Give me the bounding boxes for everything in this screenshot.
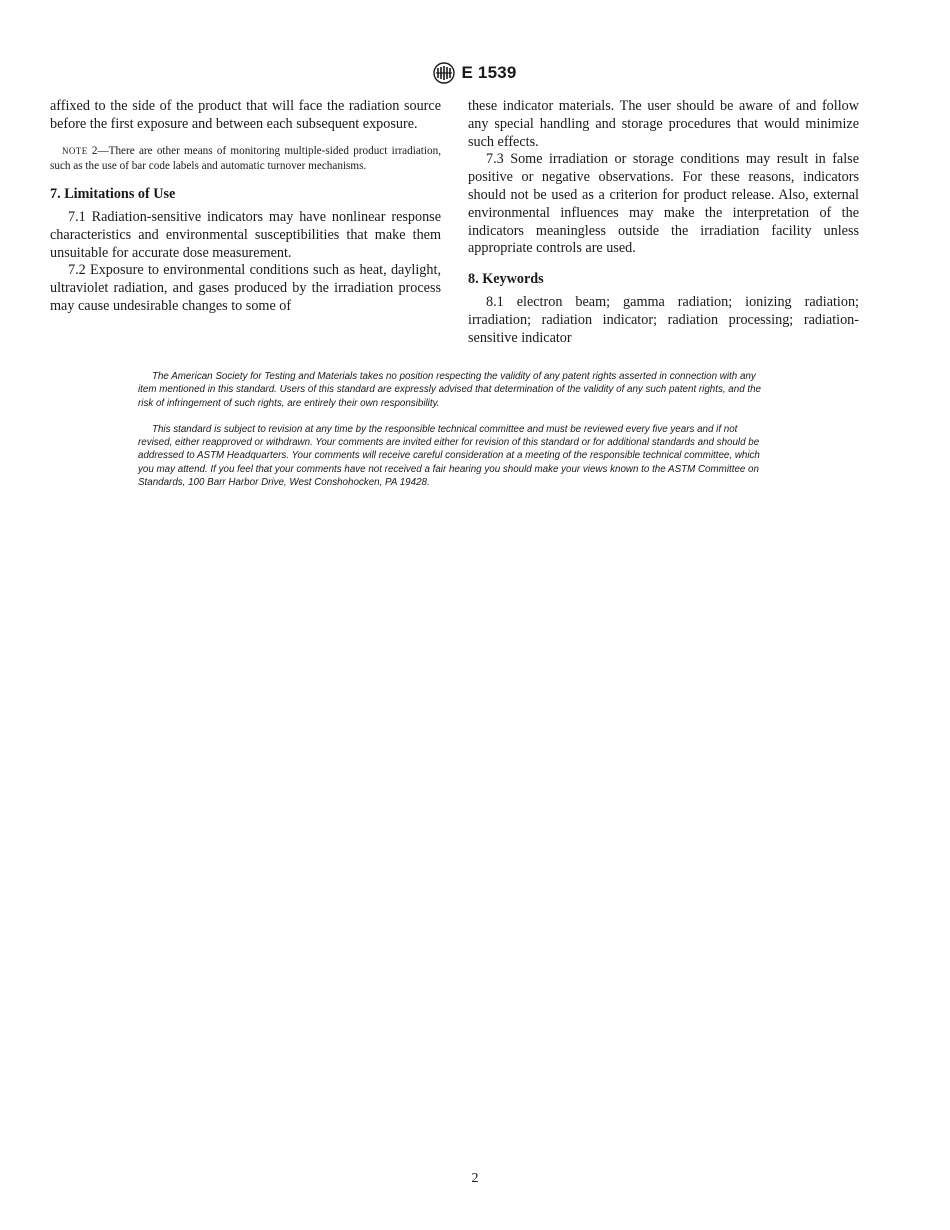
patent-disclaimer: The American Society for Testing and Materials takes no position respecting the validity of any patent rights asserted in connection with any item mentioned in this standard. Users of this standard are expressly advised that determination of the validity of any such patent rights, and the risk of infringement of such rights, are entirely their own responsibility. [138, 371, 761, 409]
header-logo-group [433, 62, 516, 84]
paragraph-8-1: 8.1 electron beam; gamma radiation; ionizing radiation; irradiation; radiation indicator; radiation processing; radiation-sensitive indicator [468, 293, 859, 346]
page-header [0, 62, 950, 89]
section-7-heading: 7. Limitations of Use [50, 186, 176, 203]
note-2 [50, 144, 441, 175]
astm-logo-icon [433, 62, 455, 84]
page-number: 2 [471, 1171, 479, 1186]
continued-paragraph: affixed to the side of the product that will face the radiation source before the first exposure and between each subsequent exposure. [50, 98, 441, 132]
paragraph-7-2-start: 7.2 Exposure to environmental conditions such as heat, daylight, ultraviolet radiation, and gases produced by the irradiation process may cause undesirable changes to some of [50, 262, 441, 314]
paragraph-7-2-end: these indicator materials. The user should be aware of and follow any special handling and storage procedures that would minimize such effects. [468, 98, 859, 150]
note-label: NOTE [62, 145, 88, 156]
right-column [468, 98, 859, 347]
paragraph-7-3: 7.3 Some irradiation or storage conditions may result in false positive or negative observations. For these reasons, indicators should not be used as a criterion for product release. Also, external environmental influences may make the interpretation of the indicators meaningless outside the irradiation facility unless appropriate controls are used. [468, 151, 859, 257]
paragraph-7-1: 7.1 Radiation-sensitive indicators may have nonlinear response characteristics and environmental susceptibilities that make them unsuitable for accurate dose measurement. [50, 208, 441, 261]
note-text: 2—There are other means of monitoring multiple-sided product irradiation, such as the use of bar code labels and automatic turnover mechanisms. [50, 144, 442, 172]
section-8-heading: 8. Keywords [468, 271, 544, 288]
standard-id: E 1539 [461, 63, 517, 82]
revision-notice: This standard is subject to revision at any time by the responsible technical committee and must be reviewed every five years and if not revised, either reapproved or withdrawn. Your comments are invited either for revision of this standard or for additional standards and should be addressed to ASTM Headquarters. Your comments will receive careful consideration at a meeting of the responsible technical committee, which you may attend. If you feel that your comments have not received a fair hearing you should make your views known to the ASTM Committee on Standards, 100 Barr Harbor Drive, West Conshohocken, PA 19428. [138, 423, 760, 489]
left-column [50, 98, 441, 316]
legal-footer [138, 370, 772, 489]
